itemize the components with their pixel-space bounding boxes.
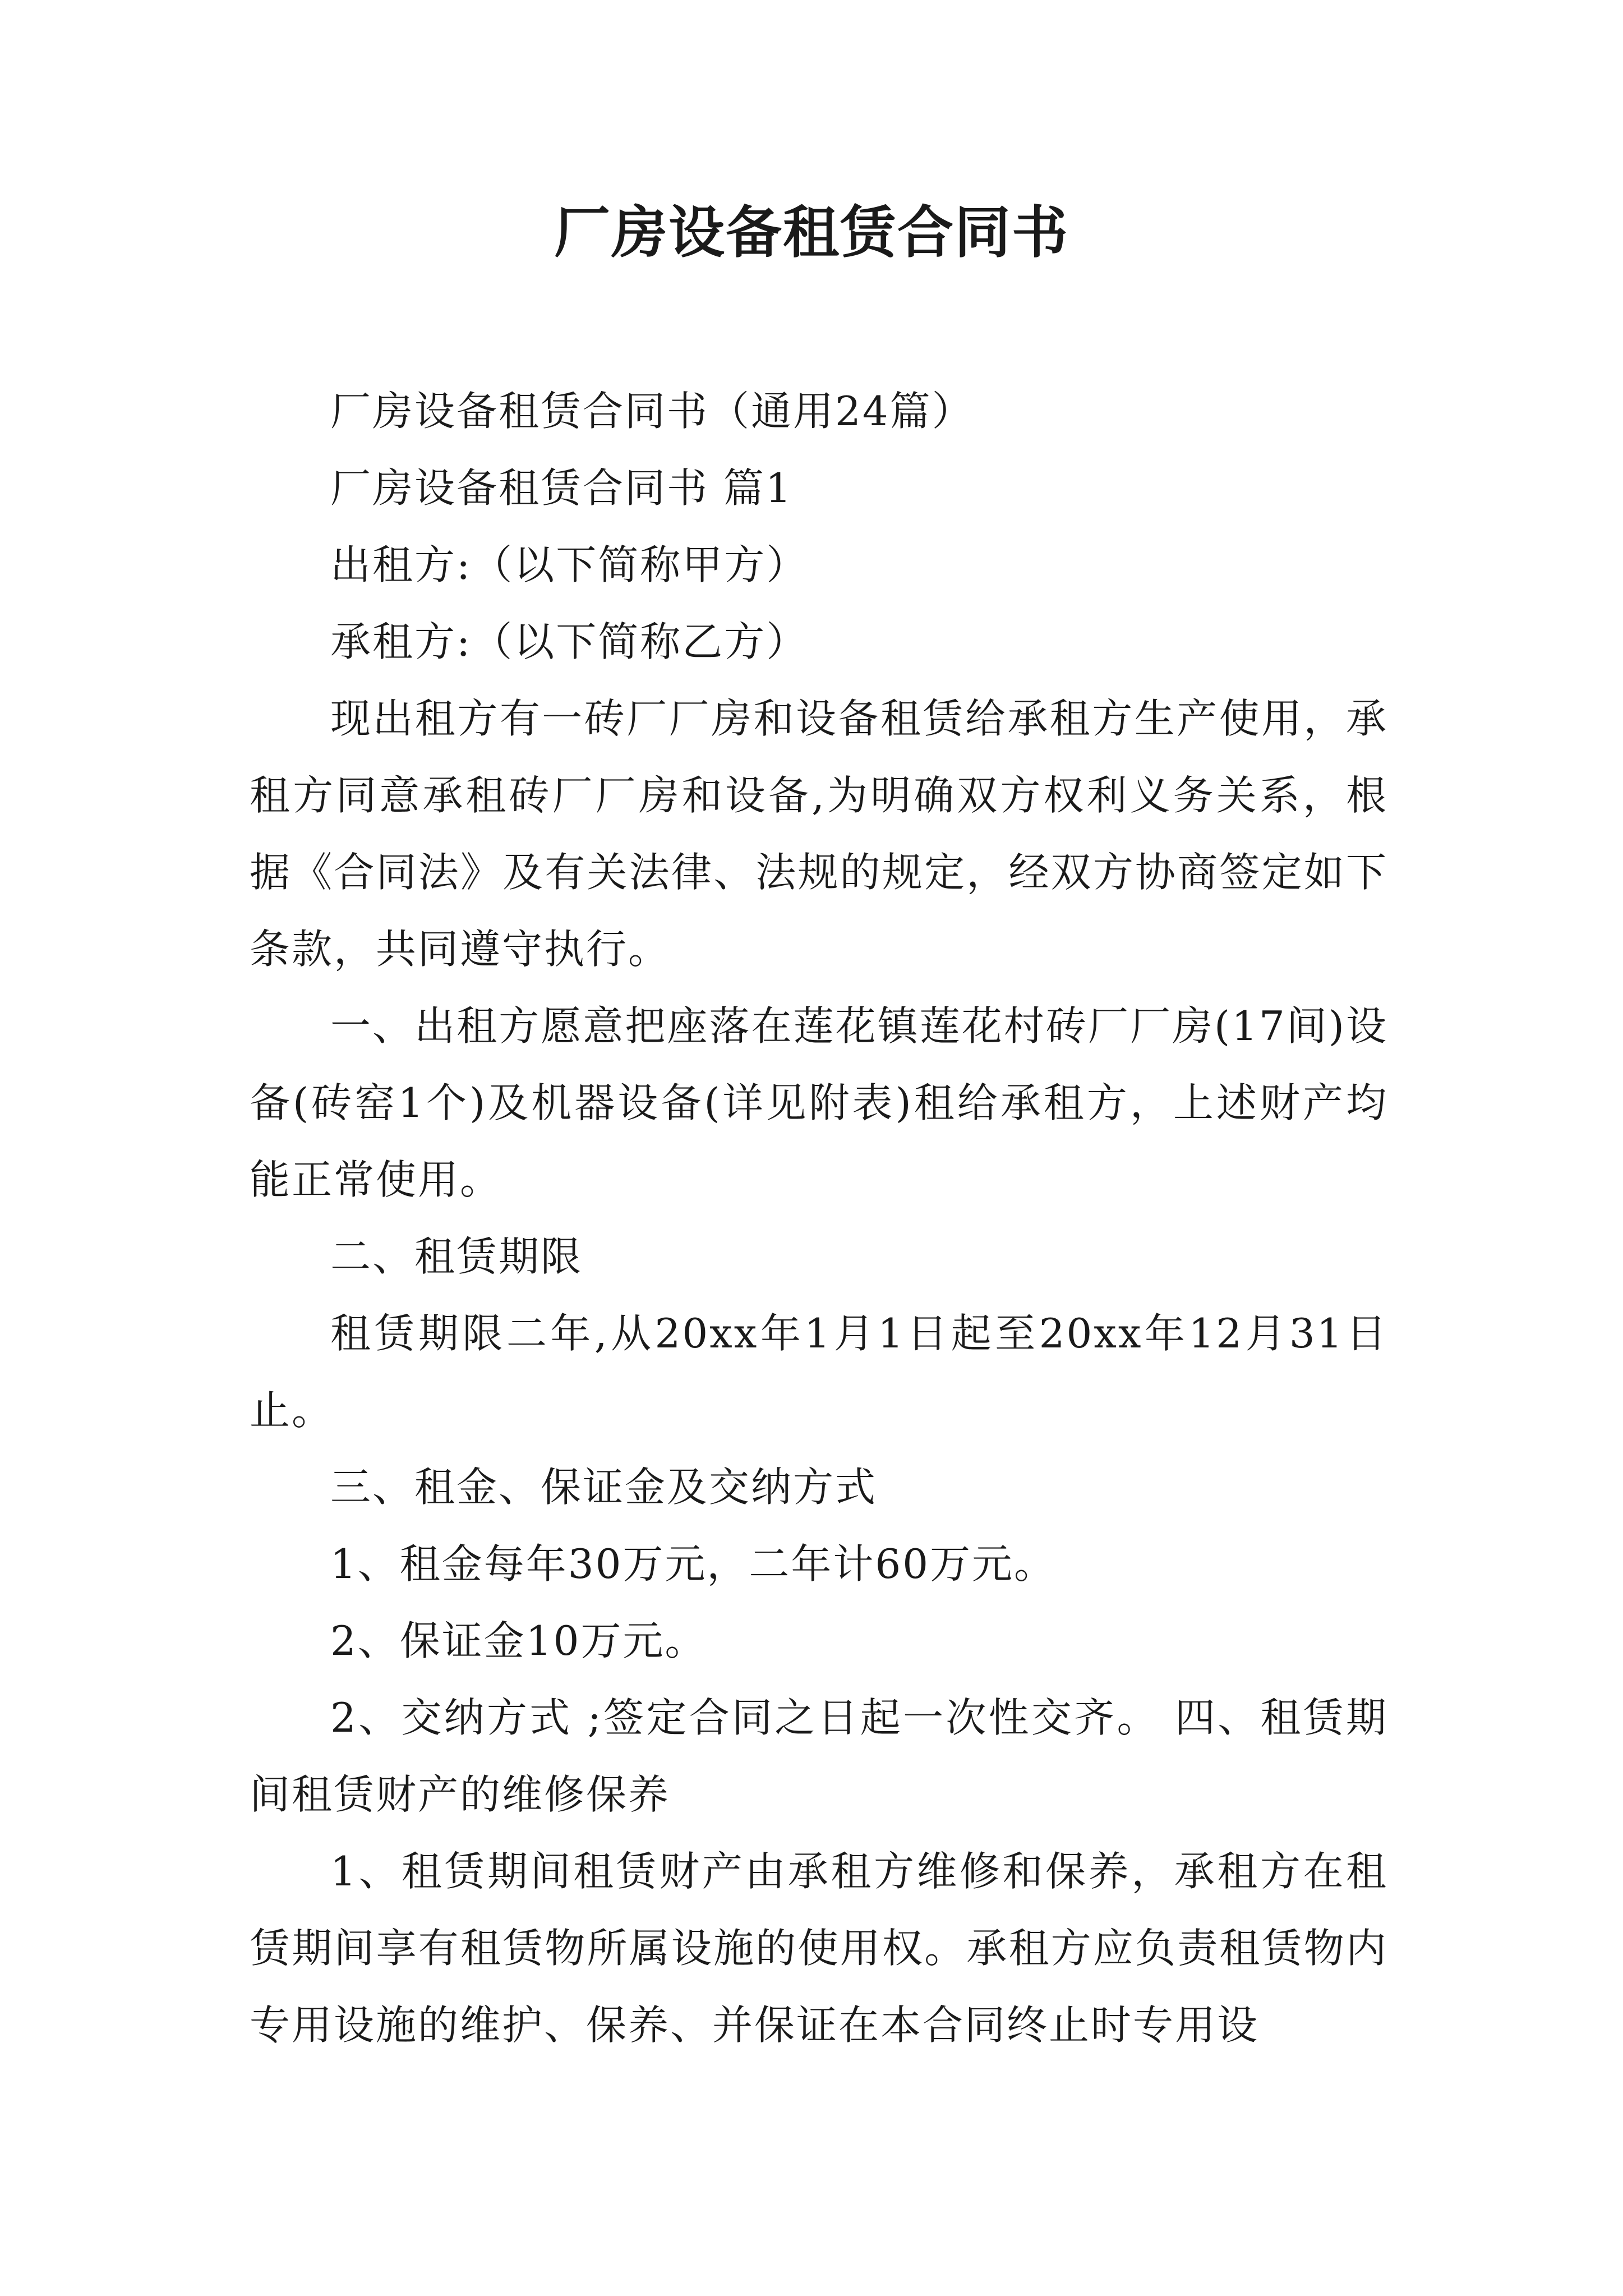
- document-title: 厂房设备租赁合同书: [554, 200, 1069, 265]
- paragraph-payment-method: 2、交纳方式 ;签定合同之日起一次性交齐。 四、租赁期间租赁财产的维修保养: [250, 1694, 1388, 1818]
- paragraph-lessee: 承租方:（以下简称乙方）: [330, 618, 809, 665]
- paragraph-deposit: 2、保证金10万元。: [330, 1617, 707, 1664]
- paragraph-rent: 1、租金每年30万元，二年计60万元。: [330, 1540, 1057, 1588]
- paragraph-preamble: 现出租方有一砖厂厂房和设备租赁给承租方生产使用，承租方同意承租砖厂厂房和设备,为明确双方权利义务关系，根据《合同法》及有关法律、法规的规定，经双方协商签定如下条款，共同遵守执行。: [250, 695, 1388, 973]
- document-body: [250, 373, 1388, 2064]
- paragraph-clause-1: 一、出租方愿意把座落在莲花镇莲花村砖厂厂房(17间)设备(砖窑1个)及机器设备(详见附表)租给承租方，上述财产均能正常使用。: [250, 1002, 1388, 1203]
- paragraph-subtitle: 厂房设备租赁合同书（通用24篇）: [330, 388, 974, 435]
- paragraph-lessor: 出租方:（以下简称甲方）: [330, 541, 809, 588]
- paragraph-section-heading: 厂房设备租赁合同书 篇1: [330, 464, 793, 512]
- paragraph-maintenance: 1、租赁期间租赁财产由承租方维修和保养，承租方在租赁期间享有租赁物所属设施的使用权。承租方应负责租赁物内专用设施的维护、保养、并保证在本合同终止时专用设: [250, 1848, 1388, 2049]
- paragraph-clause-3-heading: 三、租金、保证金及交纳方式: [330, 1464, 878, 1511]
- paragraph-lease-term: 租赁期限二年,从20xx年1月1日起至20xx年12月31日止。: [250, 1310, 1388, 1434]
- paragraph-clause-2-heading: 二、租赁期限: [330, 1233, 583, 1280]
